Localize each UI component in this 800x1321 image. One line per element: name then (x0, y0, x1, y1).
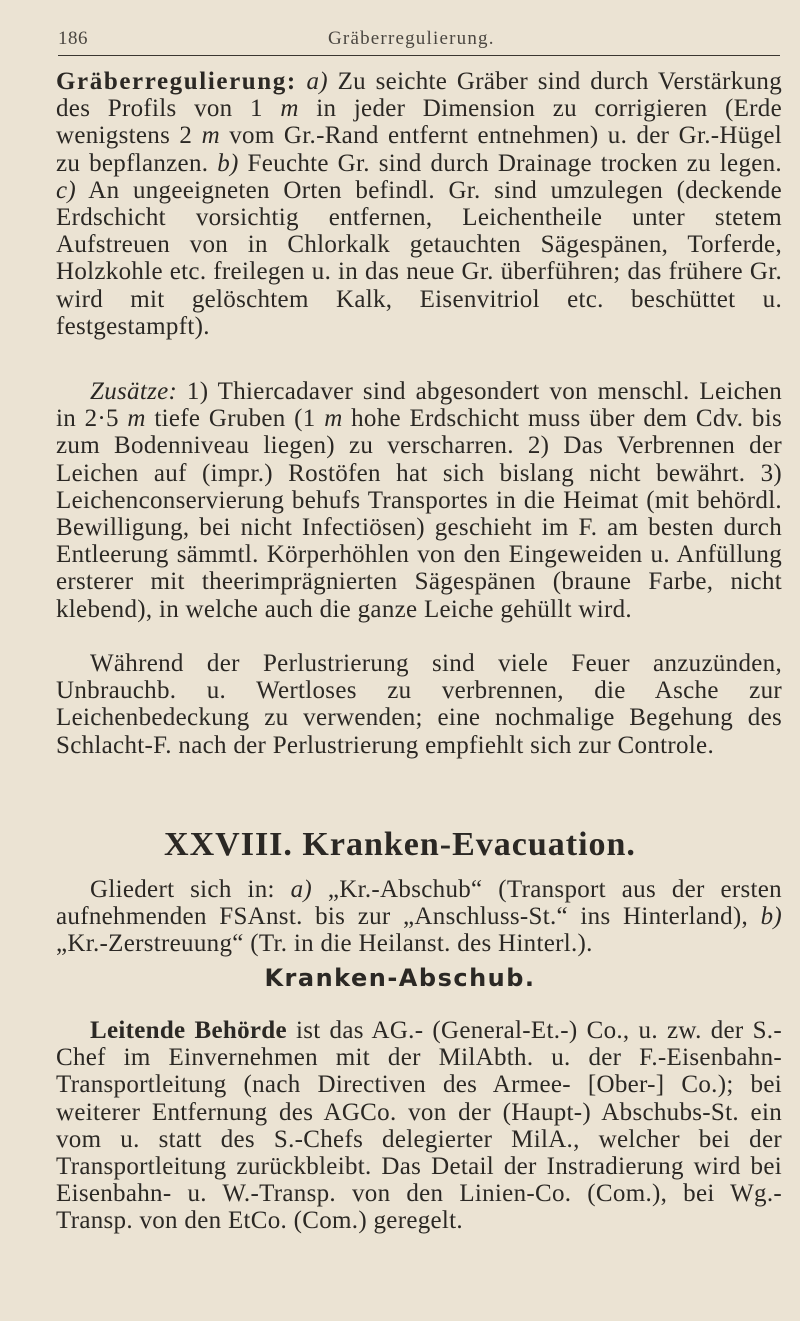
paragraph-text: in jeder Dimension zu corrigieren (Erde wenigstens 2 (56, 95, 782, 150)
paragraph-perlustration: Während der Perlustrierung sind viele Feuer anzuzünden, Unbrauchb. u. Wertloses zu verbrennen, die Asche zur Leichenbedeckung zu verwenden; eine nochmalige Begehung des Schlacht-F. nach der Perlustrierung empfiehlt sich zur Controle. (56, 650, 782, 759)
paragraph-additions (56, 378, 782, 623)
page-number: 186 (58, 28, 88, 49)
paragraph-text: „Kr.-Abschub“ (Transport aus der ersten aufnehmenden FSAnst. bis zur „Anschluss-St.“ ins Hinterland), (56, 876, 782, 931)
unit: m (127, 405, 146, 433)
paragraph-text: tiefe Gruben (1 (145, 405, 325, 433)
paragraph-text: vom Gr.-Rand entfernt entnehmen) u. der Gr.-Hügel zu bepflanzen. (56, 122, 783, 177)
paragraph-text: An ungeeigneten Orten befindl. Gr. sind umzulegen (deckende Erdschicht vorsichtig entfernen, Leichentheile unter stetem Aufstreuen von in Chlorkalk getauchten Sägespänen, Torferde, Holzkohle etc. freilegen u. in das neue Gr. überführen; das frühere Gr. wird mit gelöschtem Kalk, Eisenvitriol etc. beschüttet u. festgestampft). (56, 176, 782, 340)
item-marker: b) (217, 149, 239, 177)
paragraph-text: Gliedert sich in: (90, 876, 291, 903)
running-title: Gräberregulierung. (328, 28, 495, 49)
unit: m (324, 405, 343, 433)
running-head (58, 28, 778, 52)
lead-term: Gräberregulierung: (56, 68, 297, 95)
item-marker: b) (760, 903, 782, 931)
paragraph-text: Zu seichte Gräber sind durch Verstärkung des Profils von 1 (56, 68, 782, 123)
unit: m (280, 95, 299, 123)
section-heading: XXVIII. Kranken-Evacuation. (164, 826, 636, 863)
paragraph-text: Feuchte Gr. sind durch Drainage trocken zu legen. (238, 149, 782, 177)
header-rule (58, 55, 780, 56)
paragraph-text: hohe Erdschicht muss über dem Cdv. bis zum Bodenniveau liegen) zu verscharren. 2) Das Verbrennen der Leichen auf (impr.) Rostöfen hat sich bislang nicht bewährt. 3) Leichenconservierung behufs Transportes in die Heimat (mit behördl. Bewilligung, bei nicht Infectiösen) geschieht im F. am besten durch Entleerung sämmtl. Körperhöhlen von den Eingeweiden u. Anfüllung ersterer mit theerimprägnierten Sägespänen (braune Farbe, nicht klebend), in welche auch die ganze Leiche gehüllt wird. (56, 405, 782, 623)
paragraph-graves (56, 68, 782, 340)
unit: m (201, 122, 220, 150)
paragraph-text: ist das AG.- (General-Et.-) Co., u. zw. der S.-Chef im Einvernehmen mit der MilAbth. u. der F.-Eisenbahn-Transportleitung (nach Directiven des Armee- [Ober-] Co.); bei weiterer Entfernung des AGCo. von der (Haupt-) Abschubs-St. ein vom u. statt des S.-Chefs delegierter MilA., welcher bei der Transportleitung zurückbleibt. Das Detail der Instradierung wird bei Eisenbahn- u. W.-Transp. von den Linien-Co. (Com.), bei Wg.-Transp. von den EtCo. (Com.) geregelt. (56, 1017, 782, 1235)
lead-term: Leitende Behörde (90, 1017, 287, 1044)
item-marker: a) (306, 68, 328, 95)
paragraph-evacuation (56, 876, 782, 958)
paragraph-text: „Kr.-Zerstreuung“ (Tr. in die Heilanst. des Hinterl.). (56, 930, 593, 958)
additions-label: Zusätze: (90, 378, 178, 405)
paragraph-authority (56, 1017, 782, 1235)
paragraph-text: 1) Thiercadaver sind abgesondert von menschl. Leichen in 2·5 (56, 378, 782, 433)
subsection-heading: Kranken-Abschub. (264, 964, 536, 992)
item-marker: c) (56, 176, 77, 204)
item-marker: a) (290, 876, 313, 903)
